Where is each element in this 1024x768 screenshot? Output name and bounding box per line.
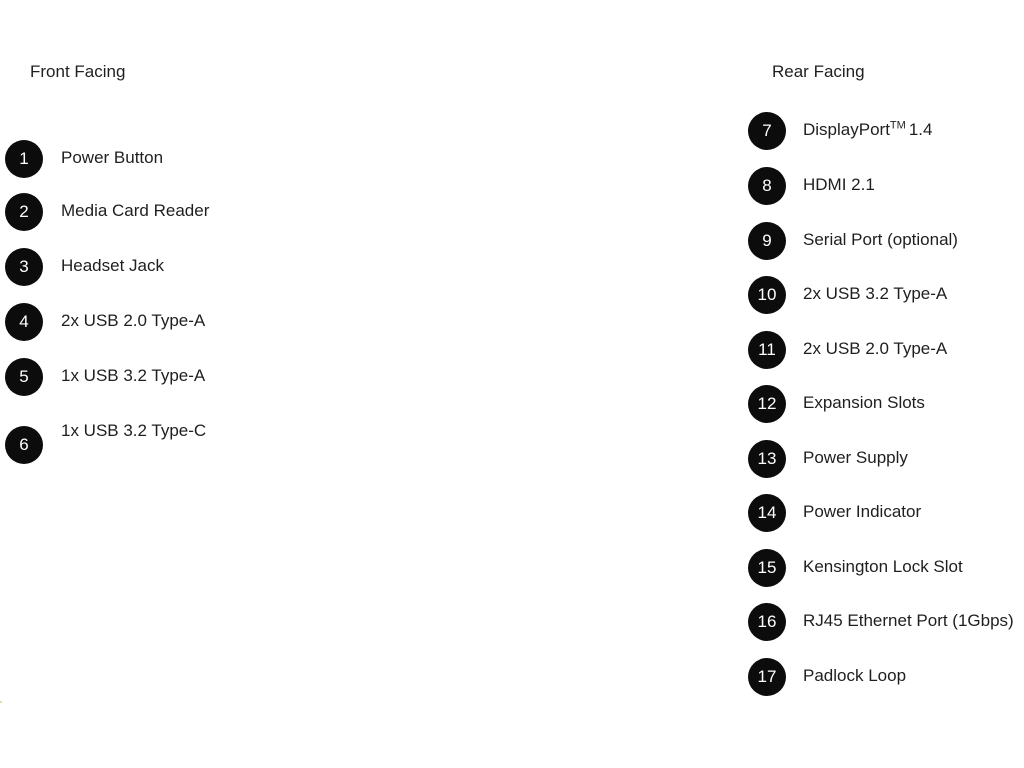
trademark-superscript: TM — [889, 119, 906, 132]
number-badge: 1 — [5, 140, 43, 178]
item-label: Padlock Loop — [803, 666, 907, 685]
item-label: HDMI 2.1 — [803, 175, 875, 194]
list-item-expansion-slots — [748, 385, 1024, 425]
list-item-padlock-loop — [748, 658, 1024, 698]
item-label: 2x USB 3.2 Type-A — [803, 284, 948, 303]
list-item-power-supply — [748, 440, 1024, 480]
list-item-kensington-lock-slot — [748, 549, 1024, 589]
item-label: Media Card Reader — [61, 201, 210, 220]
number-badge: 14 — [748, 494, 786, 532]
list-item-media-card-reader — [5, 193, 405, 233]
item-label: Headset Jack — [61, 256, 164, 275]
displayport-label: DisplayPort — [803, 120, 890, 139]
list-item-usb-3-2-type-c — [5, 421, 405, 466]
list-item-displayport — [748, 112, 1024, 152]
list-item-power-button — [5, 140, 405, 180]
number-badge: 8 — [748, 167, 786, 205]
item-label: 2x USB 2.0 Type-A — [61, 311, 206, 330]
list-item-usb-3-2-type-a — [5, 358, 405, 398]
rear-facing-heading: Rear Facing — [772, 62, 865, 81]
number-badge: 4 — [5, 303, 43, 341]
list-item-usb-2-type-a — [5, 303, 405, 343]
item-label: Kensington Lock Slot — [803, 557, 963, 576]
item-label: Power Button — [61, 148, 164, 167]
number-badge: 13 — [748, 440, 786, 478]
item-label: Power Indicator — [803, 502, 922, 521]
stray-dot — [0, 701, 2, 703]
number-badge: 2 — [5, 193, 43, 231]
displayport-version: 1.4 — [908, 120, 933, 139]
list-item-serial-port — [748, 222, 1024, 262]
number-badge: 6 — [5, 426, 43, 464]
number-badge: 12 — [748, 385, 786, 423]
front-facing-heading: Front Facing — [30, 62, 126, 81]
item-label: RJ45 Ethernet Port (1Gbps) — [803, 611, 1014, 630]
number-badge: 5 — [5, 358, 43, 396]
number-badge: 17 — [748, 658, 786, 696]
number-badge: 10 — [748, 276, 786, 314]
list-item-usb-2-type-a — [748, 331, 1024, 371]
list-item-headset-jack — [5, 248, 405, 288]
number-badge: 11 — [748, 331, 786, 369]
list-item-power-indicator — [748, 494, 1024, 534]
list-item-rj45-ethernet-port — [748, 603, 1024, 643]
item-label: Power Supply — [803, 448, 908, 467]
number-badge: 7 — [748, 112, 786, 150]
list-item-hdmi — [748, 167, 1024, 207]
item-label: 1x USB 3.2 Type-A — [61, 366, 206, 385]
item-label: Expansion Slots — [803, 393, 925, 412]
number-badge: 16 — [748, 603, 786, 641]
item-label: Serial Port (optional) — [803, 230, 958, 249]
number-badge: 9 — [748, 222, 786, 260]
item-label — [803, 120, 932, 140]
number-badge: 3 — [5, 248, 43, 286]
list-item-usb-3-2-type-a — [748, 276, 1024, 316]
number-badge: 15 — [748, 549, 786, 587]
item-label: 1x USB 3.2 Type-C — [61, 421, 207, 440]
item-label: 2x USB 2.0 Type-A — [803, 339, 948, 358]
